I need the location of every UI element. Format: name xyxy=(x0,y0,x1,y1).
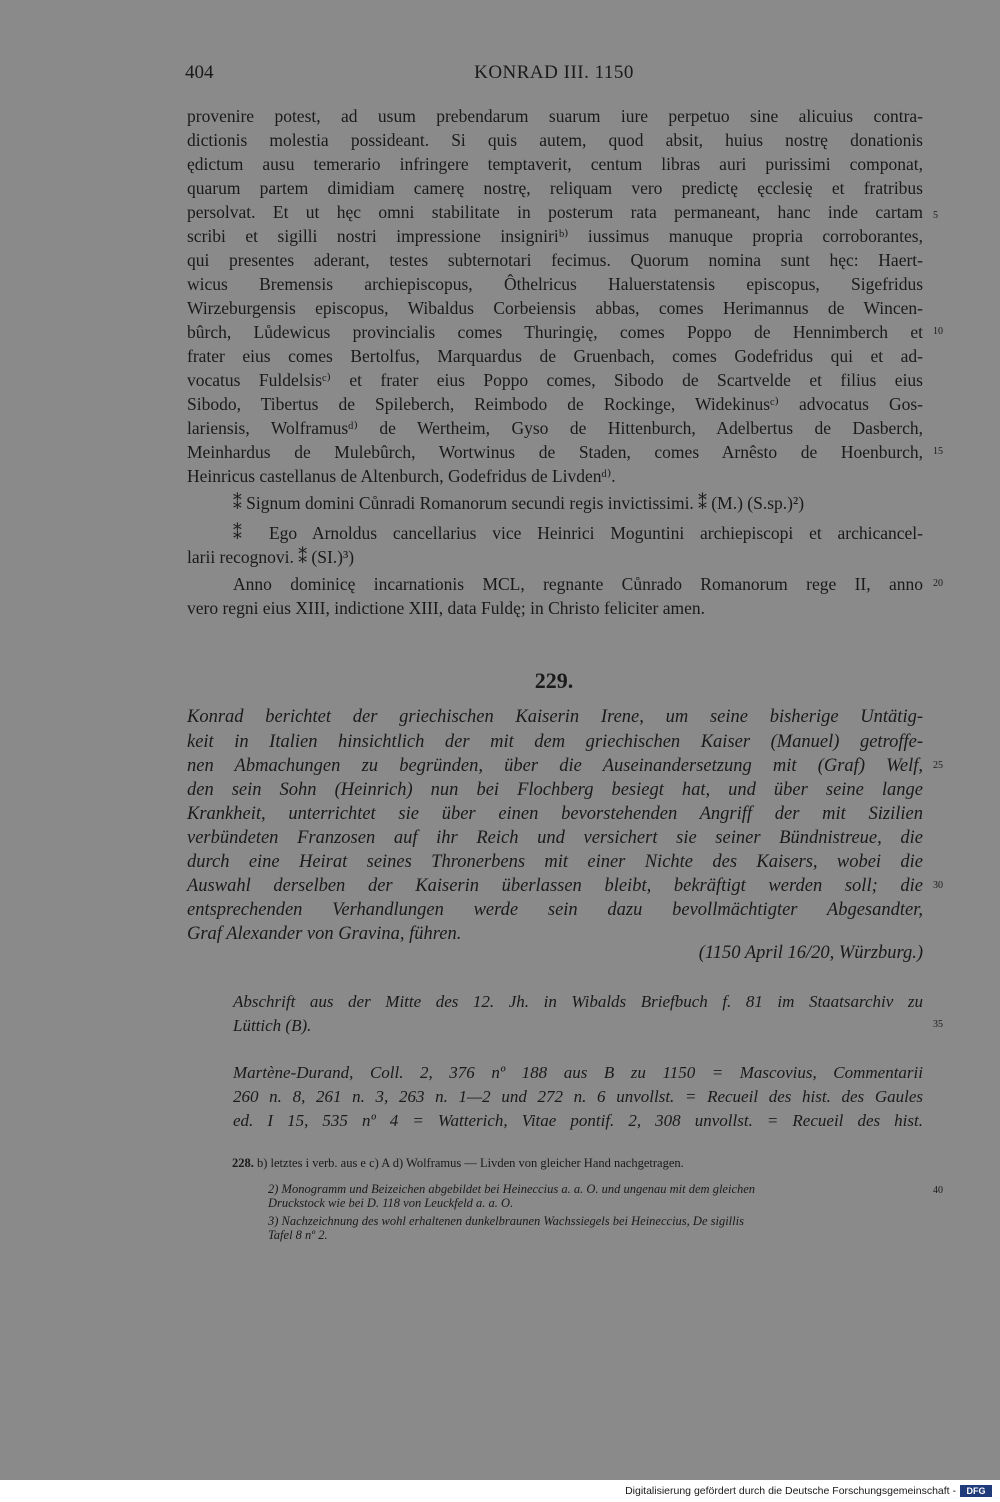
dating-line: vero regni eius XIII, indictione XIII, data Fuldę; in Christo feliciter amen. xyxy=(187,598,706,618)
regest-line: nen Abmachungen zu begründen, über die Auseinandersetzung mit (Graf) Welf, xyxy=(187,756,923,776)
signum-line: ⁑ Signum domini Cůnradi Romanorum secundi regis invictissimi. ⁑ (M.) (S.sp.)²) xyxy=(233,493,805,513)
charter-line: scribi et sigilli nostri impressione insigniriᵇ⁾ iussimus manuque propria corroborantes, xyxy=(187,226,923,246)
tradition-line: Lüttich (B). xyxy=(233,1016,312,1035)
running-title: KONRAD III. 1150 xyxy=(474,62,634,83)
regest-line: durch eine Heirat seines Thronerbens mit einer Nichte des Kaisers, wobei die xyxy=(187,852,923,872)
line-number: 30 xyxy=(933,880,943,891)
charter-line: persolvat. Et ut hęc omni stabilitate in posterum rata permaneant, hanc inde cartam xyxy=(187,202,923,222)
dating-line: Anno dominicę incarnationis MCL, regnante Cůnrado Romanorum rege II, anno xyxy=(233,574,923,594)
date-place: (1150 April 16/20, Würzburg.) xyxy=(698,943,923,963)
charter-line: Wirzeburgensis episcopus, Wibaldus Corbeiensis abbas, comes Herimannus de Wincen- xyxy=(187,298,923,318)
footnote-3-line: 3) Nachzeichnung des wohl erhaltenen dunkelbraunen Wachssiegels bei Heineccius, De sigillis xyxy=(268,1214,744,1228)
footnote-ref: 228. xyxy=(232,1156,254,1170)
line-number: 40 xyxy=(933,1185,943,1196)
regest-line: Krankheit, unterrichtet sie über einen bevorstehenden Angriff der mit Sizilien xyxy=(187,804,923,824)
charter-line: bûrch, Lůdewicus provincialis comes Thuringię, comes Poppo de Hennimberch et xyxy=(187,322,923,342)
footnote-2-line: 2) Monogramm und Beizeichen abgebildet bei Heineccius a. a. O. und ungenau mit dem gleichen xyxy=(268,1182,756,1196)
footer-credit: Digitalisierung gefördert durch die Deutsche Forschungsgemeinschaft - xyxy=(625,1485,956,1497)
document-number: 229. xyxy=(534,668,574,693)
regest-line: entsprechenden Verhandlungen werde sein dazu bevollmächtigter Abgesandter, xyxy=(187,900,923,920)
line-number: 15 xyxy=(933,446,943,457)
footnote-3-line: Tafel 8 nº 2. xyxy=(268,1228,328,1242)
charter-line: provenire potest, ad usum prebendarum suarum iure perpetuo sine alicuius contra- xyxy=(187,106,923,126)
footer-bar xyxy=(0,1480,1000,1502)
editions-line: ed. I 15, 535 nº 4 = Watterich, Vitae pontif. 2, 308 unvollst. = Recueil des hist. xyxy=(233,1111,923,1130)
charter-line: Meinhardus de Mulebûrch, Wortwinus de Staden, comes Arnêsto de Hoenburch, xyxy=(187,442,923,462)
footnote-textual xyxy=(232,1157,923,1170)
charter-line: vocatus Fuldelsisᶜ⁾ et frater eius Poppo comes, Sibodo de Scartvelde et filius eius xyxy=(187,370,923,390)
charter-line: lariensis, Wolframusᵈ⁾ de Wertheim, Gyso de Hittenburch, Adelbertus de Dasberch, xyxy=(187,418,923,438)
line-number: 5 xyxy=(933,210,938,221)
regest-line: keit in Italien hinsichtlich der mit dem griechischen Kaiser (Manuel) getroffe- xyxy=(187,732,923,752)
line-number: 20 xyxy=(933,578,943,589)
line-number: 25 xyxy=(933,760,943,771)
charter-line: ędictum ausu temerario infringere temptaverit, centum libras auri purissimi componat, xyxy=(187,154,923,174)
recognition-line: larii recognovi. ⁑ (SI.)³) xyxy=(187,547,355,567)
charter-line: Heinricus castellanus de Altenburch, Godefridus de Livdenᵈ⁾. xyxy=(187,466,616,486)
regest-line: Auswahl derselben der Kaiserin überlassen bleibt, bekräftigt werden soll; die xyxy=(187,876,923,896)
footnote-2-line: Druckstock wie bei D. 118 von Leuckfeld a. a. O. xyxy=(268,1196,514,1210)
charter-line: dictionis molestia possideant. Si quis autem, quod absit, huius nostrę donationis xyxy=(187,130,923,150)
regest-line: den sein Sohn (Heinrich) nun bei Flochberg besiegt hat, und über seine lange xyxy=(187,780,923,800)
charter-line: frater eius comes Bertolfus, Marquardus de Gruenbach, comes Godefridus qui et ad- xyxy=(187,346,923,366)
regest-line: verbündeten Franzosen auf ihr Reich und versichert sie seiner Bündnistreue, die xyxy=(187,828,923,848)
charter-line: quarum partem dimidiam camerę nostrę, reliquam vero predictę ęcclesię et fratribus xyxy=(187,178,923,198)
line-number: 10 xyxy=(933,326,943,337)
page-header xyxy=(185,62,923,86)
page-number: 404 xyxy=(185,62,214,83)
dfg-logo: DFG xyxy=(960,1485,992,1497)
charter-line: wicus Bremensis archiepiscopus, Ôthelricus Haluerstatensis episcopus, Sigefridus xyxy=(187,274,923,294)
recognition-line: ⁑ Ego Arnoldus cancellarius vice Heinrici Moguntini archiepiscopi et archicancel- xyxy=(233,523,923,543)
charter-line: qui presentes aderant, testes subternotari fecimus. Quorum nomina sunt hęc: Haert- xyxy=(187,250,923,270)
tradition-line: Abschrift aus der Mitte des 12. Jh. in Wibalds Briefbuch f. 81 im Staatsarchiv zu xyxy=(233,992,923,1011)
footnote-text-notes: b) letztes i verb. aus e c) A d) Wolframus — Livden von gleicher Hand nachgetragen. xyxy=(257,1156,684,1170)
editions-line: 260 n. 8, 261 n. 3, 263 n. 1—2 und 272 n. 6 unvollst. = Recueil des hist. des Gaules xyxy=(233,1087,923,1106)
editions-line: Martène-Durand, Coll. 2, 376 nº 188 aus B zu 1150 = Mascovius, Commentarii xyxy=(233,1063,923,1082)
regest-line: Graf Alexander von Gravina, führen. xyxy=(187,924,462,944)
line-number: 35 xyxy=(933,1019,943,1030)
charter-line: Sibodo, Tibertus de Spileberch, Reimbodo de Rockinge, Widekinusᶜ⁾ advocatus Gos- xyxy=(187,394,923,414)
regest-line: Konrad berichtet der griechischen Kaiserin Irene, um seine bisherige Untätig- xyxy=(187,707,923,727)
